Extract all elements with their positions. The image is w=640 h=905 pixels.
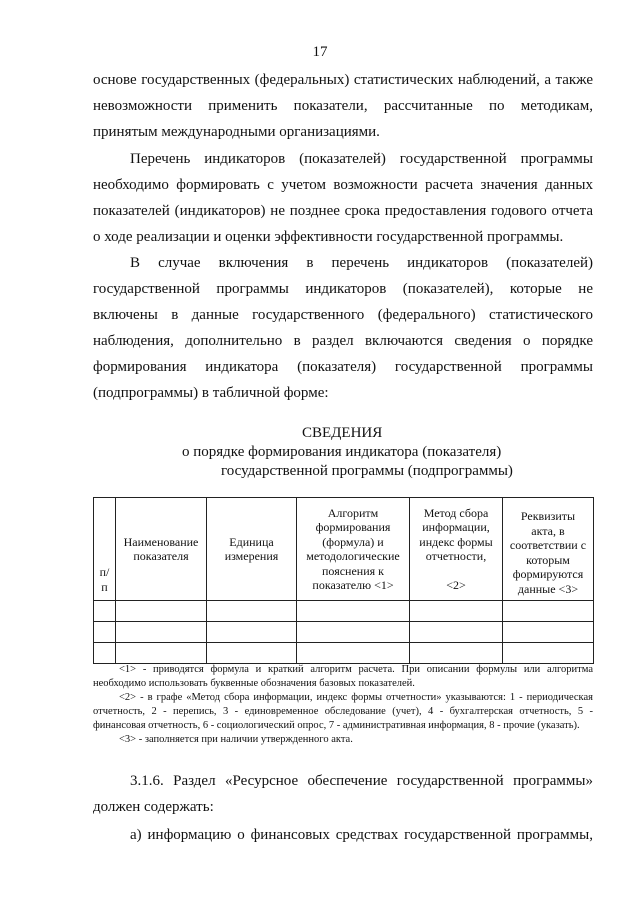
text-line: В случае включения в перечень индикаторов (показателей) [130, 255, 593, 271]
paragraph-5 [93, 822, 593, 848]
text-line: Перечень индикаторов (показателей) государственной программы [130, 151, 593, 167]
paragraph-2 [93, 146, 593, 250]
header-algorithm: Алгоритм формирования (формула) и методологические пояснения к показателю <1> [297, 498, 410, 601]
footnote-line: финансовая отчетность, 6 - социологический опрос, 7 - административная информация, 8 - прочие (указать). [93, 720, 580, 731]
text-line: а) информацию о финансовых средствах государственной программы, [130, 827, 593, 843]
text-line: должен содержать: [93, 799, 214, 815]
footnote-line: <2> - в графе «Метод сбора информации, индекс формы отчетности» указываются: 1 - периодическая [119, 692, 593, 703]
footnote-line: <3> - заполняется при наличии утвержденного акта. [119, 734, 353, 745]
footnotes [93, 663, 593, 747]
header-collection-method: Метод сбора информации, индекс формы отчетности, <2> [410, 498, 503, 601]
text-line: включены в данные государственного (федерального) статистического [93, 307, 593, 323]
text-line: основе государственных (федеральных) статистических наблюдений, а также [93, 72, 593, 88]
text-line: показателей (индикаторов) не позднее срока предоставления годового отчета [93, 203, 593, 219]
header-indicator-name: Наименование показателя [116, 498, 207, 601]
table-row [94, 622, 594, 643]
table-heading [0, 424, 640, 481]
table-header-row [94, 498, 594, 601]
table-row [94, 601, 594, 622]
footnote-line: отчетность, 2 - перепись, 3 - единовременное обследование (учет), 4 - бухгалтерская отчетность, 5 - [93, 706, 593, 717]
header-unit: Единица измерения [207, 498, 297, 601]
header-act-details: Реквизиты акта, в соответствии с которым формируются данные <3> [503, 498, 594, 601]
header-number: п/ п [94, 498, 116, 601]
footnote-line: <1> - приводятся формула и краткий алгоритм расчета. При описании формулы или алгоритма [119, 664, 593, 675]
text-line: невозможности применить показатели, рассчитанные по методикам, [93, 98, 593, 114]
text-line: (подпрограммы) в табличной форме: [93, 385, 329, 401]
table-row [94, 643, 594, 664]
paragraph-4 [93, 768, 593, 820]
heading-title: СВЕДЕНИЯ [302, 425, 383, 441]
paragraph-1 [93, 67, 593, 145]
footnote-line: необходимо использовать буквенные обозначения базовых показателей. [93, 678, 415, 689]
paragraph-3 [93, 250, 593, 406]
text-line: необходимо формировать с учетом возможности расчета значения данных [93, 177, 593, 193]
text-line: 3.1.6. Раздел «Ресурсное обеспечение государственной программы» [130, 773, 593, 789]
page-number: 17 [312, 44, 328, 60]
text-line: наблюдения, дополнительно в раздел включаются сведения о порядке [93, 333, 593, 349]
heading-line: государственной программы (подпрограммы) [221, 463, 513, 479]
text-line: принятым международными организациями. [93, 124, 380, 140]
text-line: государственной программы индикаторов (показателей), которые не [93, 281, 593, 297]
indicator-info-table [93, 497, 594, 664]
heading-line: о порядке формирования индикатора (показателя) [182, 444, 502, 460]
text-line: формирования индикатора (показателя) государственной программы [93, 359, 593, 375]
text-line: о ходе реализации и оценки эффективности государственной программы. [93, 229, 564, 245]
